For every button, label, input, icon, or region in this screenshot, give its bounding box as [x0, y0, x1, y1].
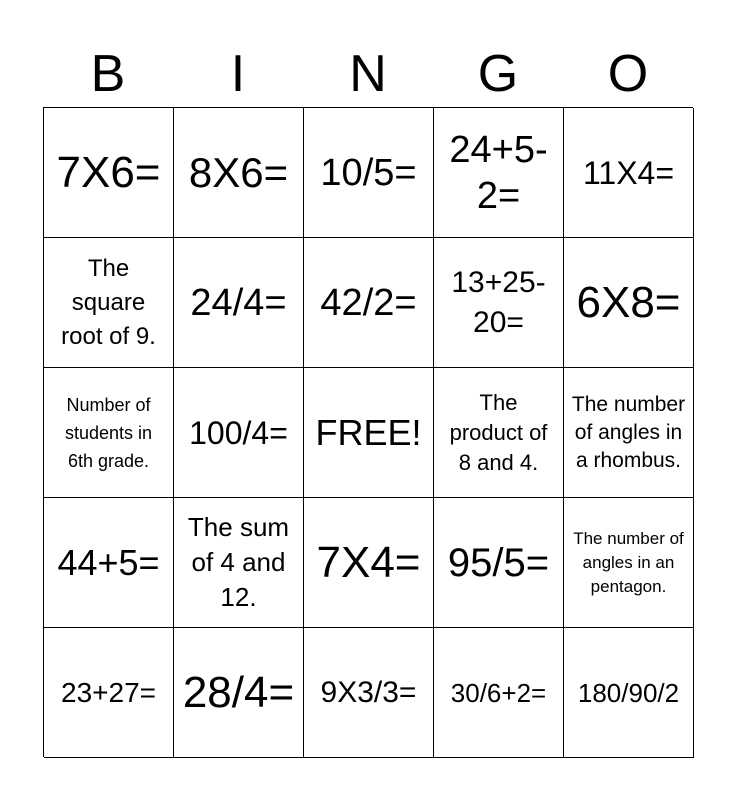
bingo-cell[interactable]: [304, 368, 434, 498]
bingo-cell[interactable]: [564, 108, 694, 238]
header-letter-n: N: [349, 45, 387, 103]
cell-text: 8X6=: [188, 148, 289, 196]
cell-text: 7X6=: [56, 147, 161, 197]
header-letter-o: O: [607, 45, 649, 103]
bingo-cell[interactable]: [44, 108, 174, 238]
header-letter-b: B: [90, 45, 126, 103]
bingo-cell[interactable]: [44, 238, 174, 368]
bingo-cell[interactable]: [434, 108, 564, 238]
bingo-cell[interactable]: [174, 498, 304, 628]
cell-text: Number of students in 6th grade.: [64, 394, 153, 471]
bingo-cell[interactable]: [174, 368, 304, 498]
cell-text: 7X4=: [316, 537, 421, 587]
bingo-cell[interactable]: [434, 498, 564, 628]
header-letter-g: G: [477, 45, 519, 103]
cell-text: 11X4=: [582, 154, 675, 191]
bingo-cell[interactable]: [564, 498, 694, 628]
cell-text: The sum of 4 and 12.: [187, 512, 290, 612]
cell-text: 28/4=: [182, 667, 295, 717]
cell-text: 44+5=: [57, 541, 160, 583]
cell-text: 180/90/2: [577, 677, 680, 708]
bingo-cell[interactable]: [564, 368, 694, 498]
cell-text: The number of angles in an pentagon.: [573, 528, 684, 596]
cell-text: 95/5=: [447, 540, 550, 585]
bingo-cell[interactable]: [434, 238, 564, 368]
cell-text: The product of 8 and 4.: [449, 389, 548, 475]
bingo-cell[interactable]: [304, 108, 434, 238]
bingo-cell[interactable]: [304, 238, 434, 368]
bingo-cell[interactable]: [44, 498, 174, 628]
cell-text: 100/4=: [189, 414, 288, 451]
bingo-cell[interactable]: [44, 628, 174, 758]
cell-text: 30/6+2=: [450, 677, 547, 708]
cell-text: FREE!: [315, 411, 422, 453]
bingo-cell[interactable]: [44, 368, 174, 498]
bingo-cell[interactable]: [174, 628, 304, 758]
bingo-card-grid: [43, 107, 693, 757]
bingo-cell[interactable]: [434, 368, 564, 498]
cell-text: 6X8=: [576, 277, 681, 327]
bingo-cell[interactable]: [174, 238, 304, 368]
bingo-cell[interactable]: [564, 238, 694, 368]
bingo-cell[interactable]: [564, 628, 694, 758]
cell-text: 23+27=: [61, 676, 156, 708]
cell-text: 10/5=: [320, 151, 417, 194]
bingo-cell[interactable]: [304, 498, 434, 628]
bingo-cell[interactable]: [174, 108, 304, 238]
cell-text: 13+25-20=: [451, 265, 546, 339]
cell-text: The square root of 9.: [61, 254, 156, 350]
header-letter-i: I: [230, 45, 246, 103]
cell-text: 24+5-2=: [449, 128, 548, 217]
bingo-cell[interactable]: [434, 628, 564, 758]
bingo-cell[interactable]: [304, 628, 434, 758]
bingo-header: [43, 40, 693, 108]
cell-text: The number of angles in a rhombus.: [571, 392, 686, 472]
cell-text: 42/2=: [320, 281, 417, 324]
cell-text: 24/4=: [190, 281, 287, 324]
cell-text: 9X3/3=: [320, 675, 417, 709]
